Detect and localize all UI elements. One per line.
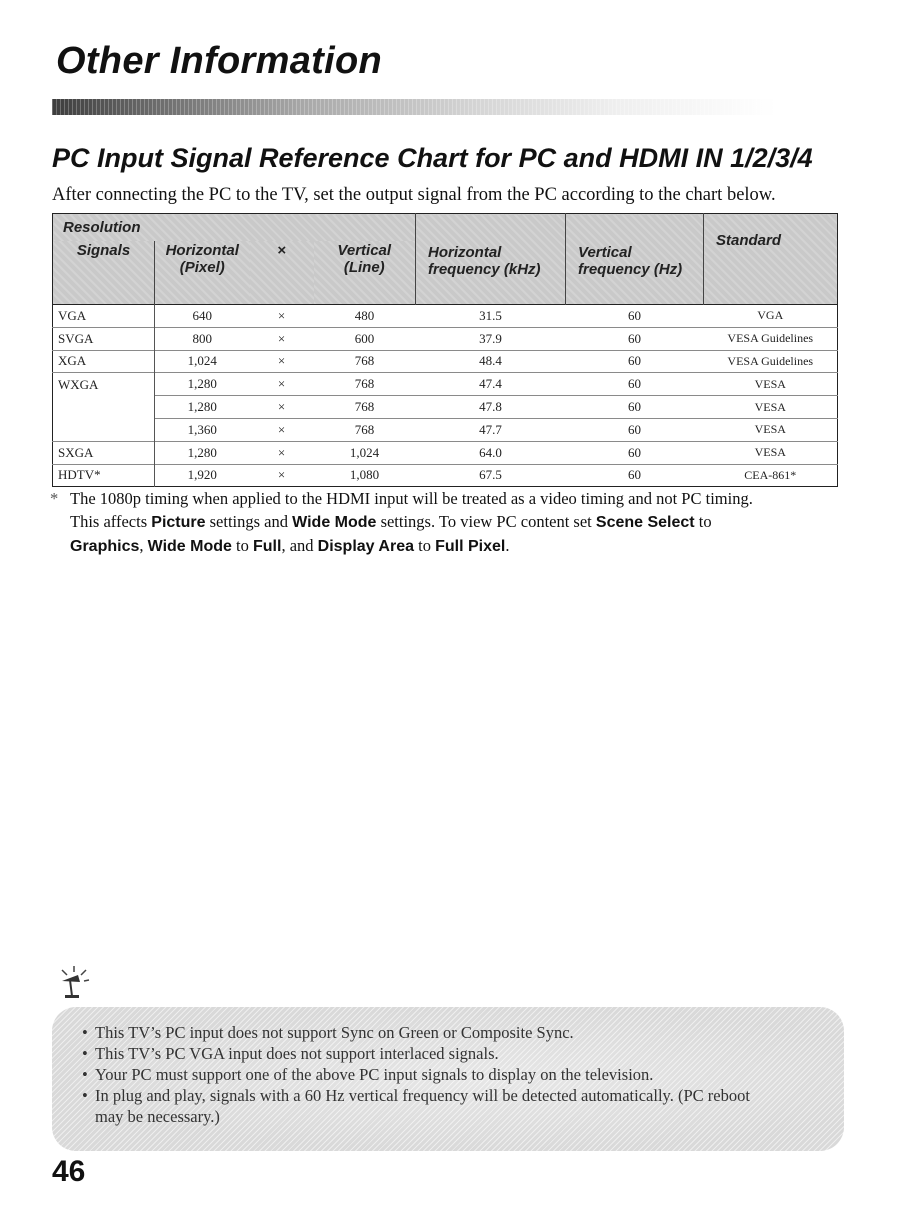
footnote-text: to xyxy=(231,536,253,555)
header-vertical-line xyxy=(314,241,416,304)
cell-vfreq: 60 xyxy=(566,441,704,464)
footnote-bold-term: Full xyxy=(253,538,282,555)
list-item xyxy=(82,1043,844,1064)
title-gradient-bar xyxy=(52,99,777,115)
cell-vertical: 768 xyxy=(314,396,416,419)
cell-vfreq: 60 xyxy=(566,464,704,487)
header-vertical-frequency xyxy=(566,214,704,305)
footnote-text: to xyxy=(413,536,436,555)
footnote-bold-term: Display Area xyxy=(317,538,414,555)
list-item xyxy=(82,1085,775,1127)
footnote-bold-term: Scene Select xyxy=(595,514,695,531)
cell-signal: SVGA xyxy=(53,327,155,350)
cell-standard: VESA xyxy=(704,418,838,441)
bullet: • xyxy=(82,1044,88,1063)
table-row xyxy=(53,418,838,441)
cell-signal: SXGA xyxy=(53,441,155,464)
cell-horizontal: 640 xyxy=(155,305,250,328)
cell-hfreq: 48.4 xyxy=(416,350,566,373)
cell-signal: VGA xyxy=(53,305,155,328)
cell-hfreq: 67.5 xyxy=(416,464,566,487)
page-number: 46 xyxy=(52,1155,86,1188)
notes-list xyxy=(52,1007,844,1127)
cell-times: × xyxy=(250,327,314,350)
footnote-bold-term: Wide Mode xyxy=(292,514,377,531)
footnote-bold-term: Picture xyxy=(151,514,206,531)
cell-horizontal: 1,920 xyxy=(155,464,250,487)
cell-times: × xyxy=(250,305,314,328)
intro-text: After connecting the PC to the TV, set the output signal from the PC according to the chart below. xyxy=(52,185,776,205)
header-horizontal-pixel xyxy=(155,241,250,304)
cell-vfreq: 60 xyxy=(566,327,704,350)
footnote-asterisk: * xyxy=(50,489,59,508)
table-row xyxy=(53,305,838,328)
footnote-text: . xyxy=(505,536,510,555)
bullet: • xyxy=(82,1023,88,1042)
footnote-text: settings. To view PC content set xyxy=(376,512,596,531)
bullet: • xyxy=(82,1086,88,1105)
header-resolution: Resolution xyxy=(53,214,416,242)
cell-signal: WXGA xyxy=(53,373,155,396)
cell-times: × xyxy=(250,464,314,487)
bullet: • xyxy=(82,1065,88,1084)
cell-signal xyxy=(53,396,155,419)
cell-vfreq: 60 xyxy=(566,396,704,419)
list-item xyxy=(82,1064,844,1085)
cell-standard: VESA xyxy=(704,373,838,396)
footnote-text: This affects xyxy=(70,512,152,531)
cell-standard: VESA xyxy=(704,441,838,464)
cell-times: × xyxy=(250,441,314,464)
cell-times: × xyxy=(250,418,314,441)
note-lamp-icon xyxy=(58,966,90,1000)
cell-hfreq: 31.5 xyxy=(416,305,566,328)
cell-standard: CEA-861* xyxy=(704,464,838,487)
cell-times: × xyxy=(250,396,314,419)
cell-vertical: 768 xyxy=(314,418,416,441)
notes-box xyxy=(52,1007,844,1151)
table-row xyxy=(53,396,838,419)
header-horizontal-frequency xyxy=(416,214,566,305)
footnote-bold-term: Wide Mode xyxy=(147,538,232,555)
cell-hfreq: 37.9 xyxy=(416,327,566,350)
footnote-text: to xyxy=(694,512,712,531)
cell-horizontal: 1,024 xyxy=(155,350,250,373)
signal-reference-table xyxy=(52,213,838,487)
cell-hfreq: 47.7 xyxy=(416,418,566,441)
cell-hfreq: 47.8 xyxy=(416,396,566,419)
cell-vertical: 1,024 xyxy=(314,441,416,464)
note-text: In plug and play, signals with a 60 Hz vertical frequency will be detected automatically. (PC reboot may be necessary.) xyxy=(95,1086,750,1126)
cell-vertical: 600 xyxy=(314,327,416,350)
section-title: Other Information xyxy=(56,40,382,82)
note-text: This TV’s PC input does not support Sync on Green or Composite Sync. xyxy=(95,1023,574,1042)
footnote-text: , xyxy=(139,536,148,555)
table-row xyxy=(53,464,838,487)
header-signals: Signals xyxy=(53,241,155,304)
cell-horizontal: 800 xyxy=(155,327,250,350)
header-vfreq-line1: Vertical xyxy=(578,244,632,261)
cell-vertical: 1,080 xyxy=(314,464,416,487)
cell-times: × xyxy=(250,350,314,373)
table-header xyxy=(53,214,838,305)
cell-vertical: 480 xyxy=(314,305,416,328)
cell-hfreq: 64.0 xyxy=(416,441,566,464)
cell-signal xyxy=(53,418,155,441)
cell-signal: HDTV* xyxy=(53,464,155,487)
cell-signal: XGA xyxy=(53,350,155,373)
table-body xyxy=(53,305,838,487)
table-row xyxy=(53,327,838,350)
cell-horizontal: 1,280 xyxy=(155,396,250,419)
header-vertical: Vertical xyxy=(337,242,392,260)
cell-horizontal: 1,280 xyxy=(155,441,250,464)
header-standard: Standard xyxy=(704,214,838,305)
header-hfreq-line1: Horizontal xyxy=(428,244,502,261)
note-text: Your PC must support one of the above PC input signals to display on the television. xyxy=(95,1065,654,1084)
footnote-text: settings and xyxy=(205,512,293,531)
header-horizontal: Horizontal xyxy=(165,242,239,260)
footnote-line-3 xyxy=(50,534,850,558)
cell-vfreq: 60 xyxy=(566,305,704,328)
note-text: This TV’s PC VGA input does not support interlaced signals. xyxy=(95,1044,499,1063)
chart-title: PC Input Signal Reference Chart for PC and HDMI IN 1/2/3/4 xyxy=(52,143,813,173)
footnote xyxy=(50,487,850,558)
cell-standard: VGA xyxy=(704,305,838,328)
cell-vfreq: 60 xyxy=(566,418,704,441)
cell-standard: VESA xyxy=(704,396,838,419)
cell-vfreq: 60 xyxy=(566,350,704,373)
cell-vfreq: 60 xyxy=(566,373,704,396)
cell-vertical: 768 xyxy=(314,350,416,373)
cell-hfreq: 47.4 xyxy=(416,373,566,396)
header-vfreq-line2: frequency (Hz) xyxy=(578,261,683,278)
header-hfreq-line2: frequency (kHz) xyxy=(428,261,541,278)
footnote-bold-term: Graphics xyxy=(70,538,140,555)
header-line: (Line) xyxy=(343,259,385,277)
footnote-line-2 xyxy=(50,510,850,534)
header-times: × xyxy=(250,241,314,304)
cell-standard: VESA Guidelines xyxy=(704,327,838,350)
cell-vertical: 768 xyxy=(314,373,416,396)
cell-horizontal: 1,280 xyxy=(155,373,250,396)
table-row xyxy=(53,373,838,396)
footnote-text: , and xyxy=(281,536,318,555)
cell-standard: VESA Guidelines xyxy=(704,350,838,373)
table-row xyxy=(53,350,838,373)
table-row xyxy=(53,441,838,464)
footnote-line-1: The 1080p timing when applied to the HDMI input will be treated as a video timing and not PC timing. xyxy=(70,489,753,508)
list-item xyxy=(82,1022,844,1043)
header-pixel: (Pixel) xyxy=(179,259,225,277)
footnote-bold-term: Full Pixel xyxy=(435,538,506,555)
cell-times: × xyxy=(250,373,314,396)
cell-horizontal: 1,360 xyxy=(155,418,250,441)
